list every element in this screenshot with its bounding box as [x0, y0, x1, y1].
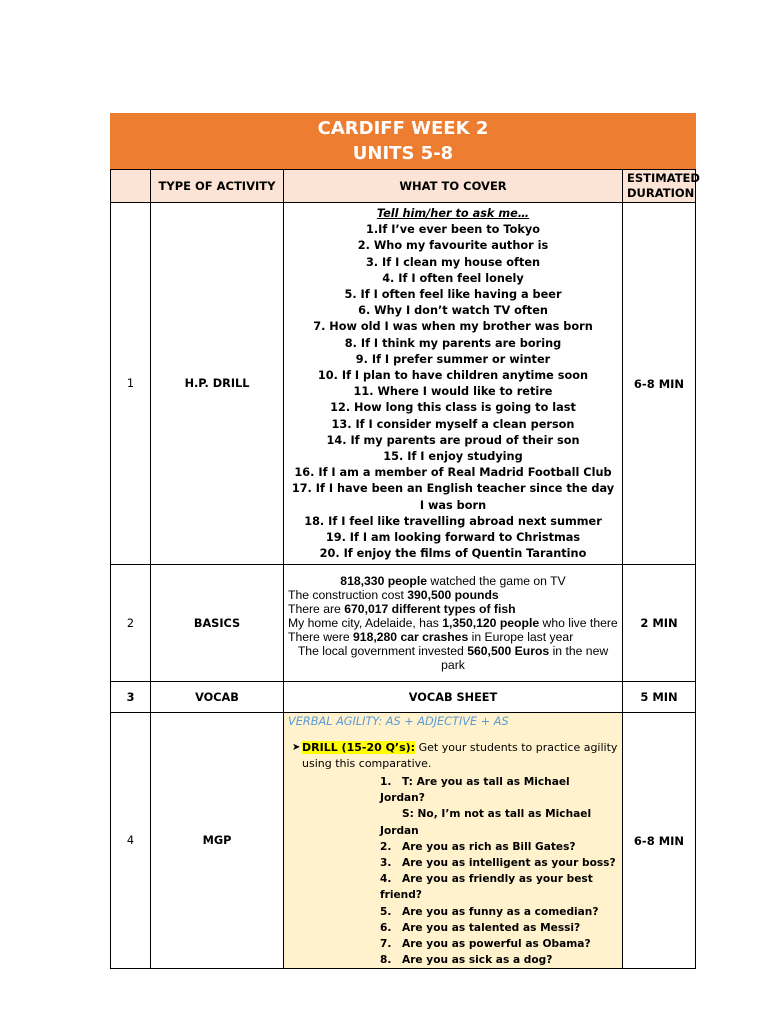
question-text: Are you as talented as Messi?	[402, 921, 581, 934]
drill-item: 5. If I often feel like having a beer	[344, 288, 562, 302]
question-item	[288, 806, 618, 838]
sentence-text: watched the game on TV	[427, 574, 566, 588]
drill-item: 16. If I am a member of Real Madrid Football Club	[294, 466, 612, 480]
header-duration-line1: ESTIMATED	[627, 171, 700, 185]
question-item	[288, 936, 618, 952]
row-number: 3	[111, 682, 151, 713]
table-row	[111, 565, 696, 682]
drill-text: Get your students to practice agility using this comparative.	[302, 741, 618, 770]
title-bar	[110, 113, 696, 169]
table-row	[111, 203, 696, 565]
header-duration	[623, 170, 700, 203]
drill-item: 9. If I prefer summer or winter	[355, 352, 551, 366]
sentence	[288, 630, 618, 644]
row-cover	[284, 203, 623, 565]
table-row	[111, 713, 696, 969]
question-text: S: No, I’m not as tall as Michael Jordan	[380, 808, 592, 837]
question-number: 5.	[380, 905, 392, 918]
question-text: Are you as powerful as Obama?	[402, 938, 591, 951]
question-text: Are you as funny as a comedian?	[402, 905, 599, 918]
arrow-bullet-icon: ➤	[292, 742, 301, 753]
question-number: 2.	[380, 840, 392, 853]
drill-items	[288, 222, 618, 562]
row-duration: 2 MIN	[623, 565, 696, 682]
row-number: 2	[111, 565, 151, 682]
question-item	[288, 871, 618, 903]
drill-item: 12. How long this class is going to last	[330, 401, 576, 415]
sentence-text: The local government invested	[297, 644, 468, 658]
drill-item: 15. If I enjoy studying	[383, 450, 523, 464]
sentence	[288, 588, 618, 602]
question-number: 7.	[380, 938, 392, 951]
drill-item: 19. If I am looking forward to Christmas	[325, 531, 581, 545]
question-text: Are you as rich as Bill Gates?	[402, 840, 576, 853]
drill-instruction	[288, 740, 618, 772]
header-duration-line2: DURATION	[627, 186, 695, 200]
drill-item: 18. If I feel like travelling abroad next summer	[304, 514, 602, 528]
drill-item: 2. Who my favourite author is	[357, 239, 549, 253]
verbal-agility-heading: VERBAL AGILITY: AS + ADJECTIVE + AS	[288, 715, 509, 728]
row-cover	[284, 713, 623, 969]
question-item	[288, 904, 618, 920]
question-item	[288, 839, 618, 855]
question-text: Are you as friendly as your best friend?	[380, 873, 593, 902]
question-number: 1.	[380, 776, 392, 788]
row-cover: VOCAB SHEET	[284, 682, 623, 713]
activity-table	[110, 169, 700, 969]
drill-item: 13. If I consider myself a clean person	[331, 417, 575, 431]
sentence	[288, 574, 618, 588]
drill-item: 11. Where I would like to retire	[353, 385, 553, 399]
row-duration: 6-8 MIN	[623, 203, 696, 565]
question-number: 6.	[380, 921, 392, 934]
question-item	[288, 855, 618, 871]
sentence-text: There were	[288, 630, 354, 644]
drill-intro: Tell him/her to ask me…	[376, 207, 530, 220]
drill-item: 17. If I have been an English teacher since the day I was born	[291, 482, 615, 512]
sentence-bold: 1,350,120 people	[442, 616, 540, 630]
row-number: 1	[111, 203, 151, 565]
sentence	[288, 644, 618, 672]
row-cover	[284, 565, 623, 682]
sentence	[288, 616, 618, 630]
sentence-text: There are	[288, 602, 345, 616]
header-type: TYPE OF ACTIVITY	[151, 170, 284, 203]
title-line-1: CARDIFF WEEK 2	[317, 118, 489, 139]
drill-item: 20. If enjoy the films of Quentin Tarantino	[319, 547, 587, 561]
sentence-text: My home city, Adelaide, has	[288, 616, 443, 630]
sentence-text: in the new park	[441, 644, 609, 672]
question-list	[288, 774, 618, 968]
row-type: H.P. DRILL	[151, 203, 284, 565]
row-type: BASICS	[151, 565, 284, 682]
row-type: VOCAB	[151, 682, 284, 713]
question-text: T: Are you as tall as Michael Jordan?	[380, 776, 570, 805]
sentence-bold: 560,500 Euros	[467, 644, 550, 658]
lesson-plan	[110, 113, 700, 969]
sentence-text: The construction cost	[288, 588, 408, 602]
row-duration: 5 MIN	[623, 682, 696, 713]
row-number: 4	[111, 713, 151, 969]
drill-item: 3. If I clean my house often	[365, 255, 541, 269]
question-number: 8.	[380, 954, 392, 967]
drill-item: 8. If I think my parents are boring	[344, 336, 562, 350]
drill-item: 6. Why I don’t watch TV often	[358, 304, 548, 318]
sentence-bold: 670,017 different types of fish	[344, 602, 516, 616]
question-text: Are you as intelligent as your boss?	[402, 857, 616, 870]
question-item	[288, 920, 618, 936]
drill-label: DRILL (15-20 Q’s):	[302, 741, 416, 754]
drill-item: 14. If my parents are proud of their son	[326, 433, 580, 447]
table-row	[111, 682, 696, 713]
header-cover: WHAT TO COVER	[284, 170, 623, 203]
question-text: Are you as sick as a dog?	[402, 954, 553, 967]
sentence-text: who live there	[539, 616, 618, 630]
drill-item: 10. If I plan to have children anytime soon	[317, 369, 589, 383]
header-num-cell	[111, 170, 151, 203]
row-type: MGP	[151, 713, 284, 969]
drill-item: 4. If I often feel lonely	[382, 271, 524, 285]
title-line-2: UNITS 5-8	[352, 143, 454, 164]
drill-item: 7. How old I was when my brother was born	[313, 320, 593, 334]
sentence-bold: 818,330 people	[340, 574, 428, 588]
sentence-text: in Europe last year	[468, 630, 574, 644]
question-number: 4.	[380, 873, 392, 886]
drill-item: 1.If I’ve ever been to Tokyo	[366, 223, 540, 237]
sentence-bold: 918,280 car crashes	[353, 630, 469, 644]
sentence	[288, 602, 618, 616]
question-number: 3.	[380, 857, 392, 870]
header-row	[111, 170, 696, 203]
question-item	[288, 774, 618, 806]
sentence-bold: 390,500 pounds	[407, 588, 499, 602]
question-item	[288, 952, 618, 968]
row-duration: 6-8 MIN	[623, 713, 696, 969]
